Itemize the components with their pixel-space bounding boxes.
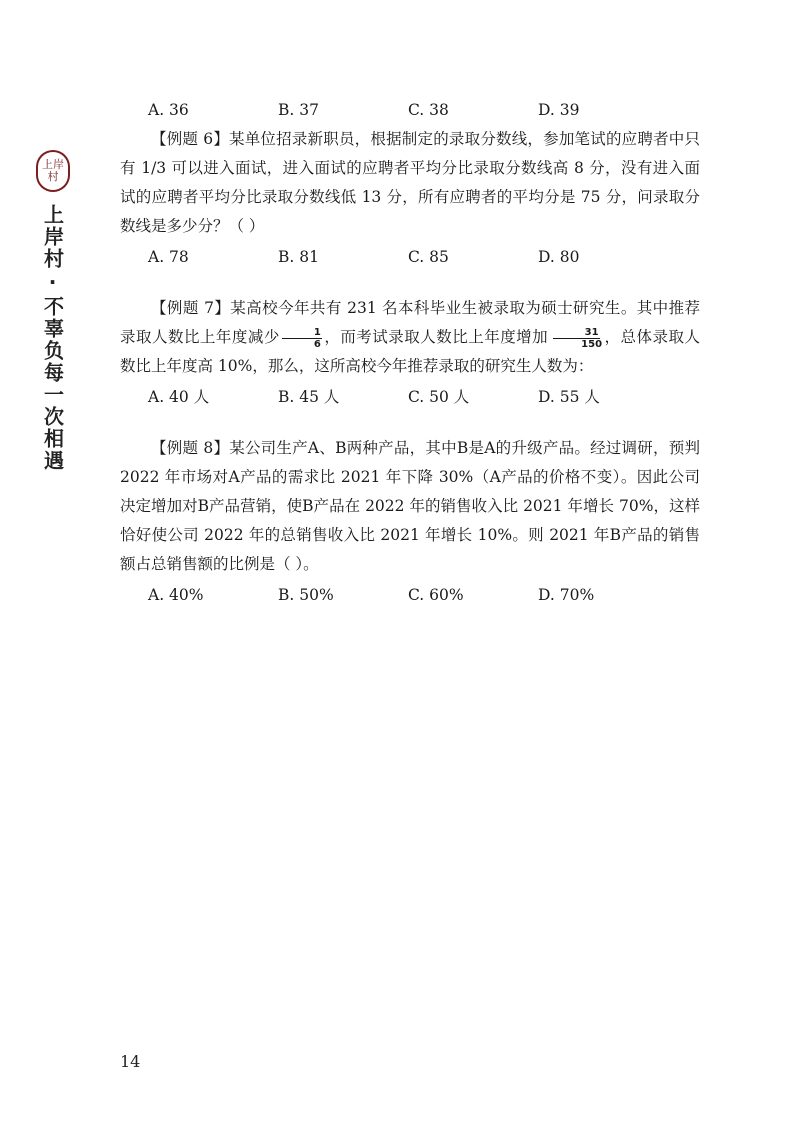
- q8-option-c: C. 60%: [408, 586, 464, 604]
- q8-option-b: B. 50%: [278, 586, 334, 604]
- q8-option-d: D. 70%: [538, 586, 595, 604]
- q7-options: [120, 383, 700, 412]
- q7-text-a: 【例题 7】某高校今年共有 231 名本科毕业生被录取为硕士研究生。其中推荐录取人数比上年度减少: [120, 299, 700, 346]
- q7-frac1-num: 1: [282, 327, 322, 339]
- q8-text: 【例题 8】某公司生产A、B两种产品，其中B是A的升级产品。经过调研，预判 2022 年市场对A产品的需求比 2021 年下降 30%（A产品的价格不变）。因此公司决定增加对B产品营销，使B产品在 2022 年的销售收入比 2021 年增长 70%，这样恰好使公司 2022 年的总销售收入比 2021 年增长 10%。则 2021 年B产品的销售额占总销售额的比例是（ ）。: [120, 439, 700, 573]
- q6-option-c: C. 85: [408, 248, 449, 266]
- q5-options: [120, 96, 700, 125]
- q8-options: [120, 581, 700, 610]
- brand-strip: [30, 150, 76, 472]
- q6-text: 【例题 6】某单位招录新职员，根据制定的录取分数线，参加笔试的应聘者中只有 1/3 可以进入面试，进入面试的应聘者平均分比录取分数线高 8 分，没有进入面试的应聘者平均分比录取分数线低 13 分，所有应聘者的平均分是 75 分，问录取分数线是多少分？（ ）: [120, 130, 700, 235]
- q6-option-b: B. 81: [278, 248, 319, 266]
- main-content: [120, 96, 700, 610]
- q5-option-b: B. 37: [278, 101, 319, 119]
- q7-text-b: ，而考试录取人数比上年度增加: [323, 328, 549, 346]
- q7-text-c: ，总体录取人数比上年度高 10%，那么，这所高校今年推荐录取的研究生人数为：: [120, 328, 700, 375]
- brand-seal-logo: 上岸村: [36, 150, 70, 192]
- q7-frac1-den: 6: [313, 338, 321, 350]
- q7-option-d: D. 55 人: [538, 388, 600, 406]
- q5-option-a: A. 36: [148, 101, 189, 119]
- q7-frac2-num: 31: [553, 327, 600, 339]
- page-number: 14: [120, 1052, 141, 1071]
- q5-option-d: D. 39: [538, 101, 580, 119]
- q7-option-c: C. 50 人: [408, 388, 470, 406]
- q6-option-d: D. 80: [538, 248, 580, 266]
- brand-slogan: 上岸村·不辜负每一次相遇: [40, 204, 65, 472]
- q7-option-b: B. 45 人: [278, 388, 340, 406]
- q7-option-a: A. 40 人: [148, 388, 210, 406]
- q8-option-a: A. 40%: [148, 586, 204, 604]
- q7-text: [120, 294, 700, 381]
- q5-option-c: C. 38: [408, 101, 449, 119]
- q7-fraction-2: [550, 327, 602, 350]
- q6-option-a: A. 78: [148, 248, 189, 266]
- q7-frac2-den: 150: [581, 338, 603, 350]
- q7-fraction-1: [282, 327, 322, 350]
- q6-options: [120, 243, 700, 272]
